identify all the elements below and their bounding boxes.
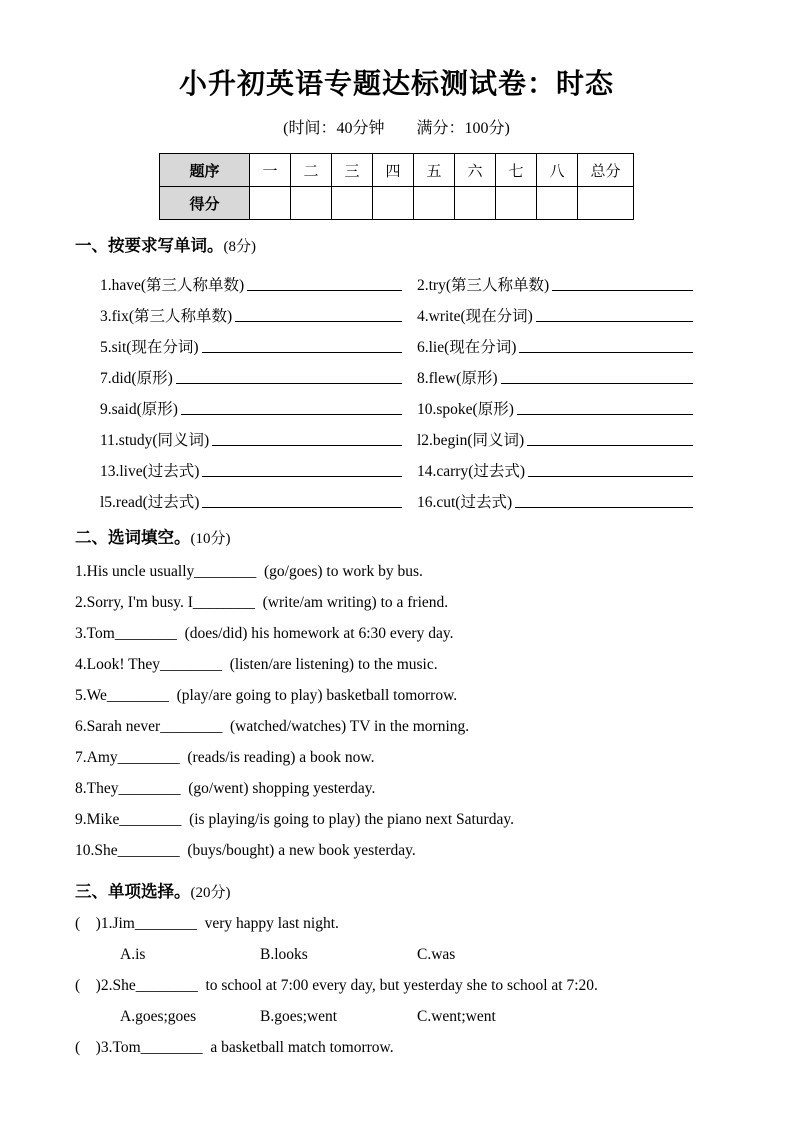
answer-blank bbox=[515, 507, 693, 508]
score-table-header-row bbox=[160, 154, 634, 187]
score-cell bbox=[578, 187, 634, 220]
exam-meta: (时间：40分钟 满分：100分) bbox=[283, 120, 510, 137]
section2-heading-text: 二、选词填空。 bbox=[75, 528, 191, 547]
score-cell bbox=[414, 187, 455, 220]
word-item-label: 8.flew(原形) bbox=[417, 370, 498, 387]
score-cell bbox=[332, 187, 373, 220]
word-item-label: 9.said(原形) bbox=[100, 401, 178, 418]
score-cell bbox=[291, 187, 332, 220]
word-item-label: 7.did(原形) bbox=[100, 370, 173, 387]
answer-blank bbox=[176, 383, 402, 384]
word-item-label: 11.study(同义词) bbox=[100, 432, 210, 449]
answer-blank bbox=[519, 352, 693, 353]
answer-blank bbox=[212, 445, 402, 446]
score-cell bbox=[496, 187, 537, 220]
word-item bbox=[417, 428, 693, 450]
word-list-row bbox=[100, 481, 693, 512]
answer-blank bbox=[235, 321, 402, 322]
mc-options-row bbox=[120, 939, 718, 970]
word-list-row bbox=[100, 419, 693, 450]
word-item-label: l5.read(过去式) bbox=[100, 494, 200, 511]
section2-heading bbox=[75, 524, 793, 548]
word-item bbox=[100, 428, 402, 450]
fill-item: 6.Sarah never________ (watched/watches) TV in the morning. bbox=[75, 718, 470, 735]
section1-heading bbox=[75, 232, 793, 256]
word-list-row bbox=[100, 450, 693, 481]
word-item-label: 5.sit(现在分词) bbox=[100, 339, 199, 356]
fill-item: 1.His uncle usually________ (go/goes) to work by bus. bbox=[75, 563, 423, 580]
score-cell bbox=[455, 187, 496, 220]
word-item bbox=[100, 335, 402, 357]
answer-blank bbox=[247, 290, 402, 291]
mc-option-b: B.goes;went bbox=[260, 1008, 338, 1025]
word-list bbox=[100, 264, 693, 512]
score-table-col-1: 一 bbox=[250, 154, 291, 187]
section1-points: (8分) bbox=[223, 239, 256, 255]
word-item bbox=[100, 304, 402, 326]
word-item-label: 13.live(过去式) bbox=[100, 463, 200, 480]
word-item-label: 1.have(第三人称单数) bbox=[100, 277, 245, 294]
fill-item: 2.Sorry, I'm busy. I________ (write/am writing) to a friend. bbox=[75, 594, 449, 611]
answer-blank bbox=[202, 476, 402, 477]
answer-blank bbox=[536, 321, 693, 322]
score-table-col-7: 七 bbox=[496, 154, 537, 187]
answer-blank bbox=[528, 476, 693, 477]
section1-heading-text: 一、按要求写单词。 bbox=[75, 236, 224, 255]
answer-blank bbox=[181, 414, 402, 415]
section3-heading bbox=[75, 878, 793, 902]
word-list-row bbox=[100, 264, 693, 295]
section3-points: (20分) bbox=[190, 885, 231, 901]
score-table-col-2: 二 bbox=[291, 154, 332, 187]
word-item bbox=[417, 490, 693, 512]
fill-item: 5.We________ (play/are going to play) basketball tomorrow. bbox=[75, 687, 458, 704]
word-item bbox=[417, 397, 693, 419]
answer-blank bbox=[527, 445, 693, 446]
word-list-row bbox=[100, 357, 693, 388]
fill-item: 4.Look! They________ (listen/are listening) to the music. bbox=[75, 656, 438, 673]
section2-points: (10分) bbox=[190, 531, 231, 547]
score-table-col-4: 四 bbox=[373, 154, 414, 187]
multiple-choice-list bbox=[75, 908, 718, 1063]
score-table-label-tixu: 题序 bbox=[160, 154, 250, 187]
fill-item: 7.Amy________ (reads/is reading) a book now. bbox=[75, 749, 375, 766]
answer-blank bbox=[202, 352, 402, 353]
fill-in-list bbox=[75, 556, 718, 866]
word-list-row bbox=[100, 388, 693, 419]
score-table-col-total: 总分 bbox=[578, 154, 634, 187]
score-table-col-8: 八 bbox=[537, 154, 578, 187]
mc-option-a: A.goes;goes bbox=[120, 1008, 197, 1025]
word-item-label: 14.carry(过去式) bbox=[417, 463, 526, 480]
answer-blank bbox=[517, 414, 693, 415]
mc-option-b: B.looks bbox=[260, 946, 308, 963]
score-table-score-row bbox=[160, 187, 634, 220]
word-item-label: l2.begin(同义词) bbox=[417, 432, 525, 449]
word-item-label: 2.try(第三人称单数) bbox=[417, 277, 550, 294]
word-item bbox=[417, 366, 693, 388]
mc-options-row bbox=[120, 1001, 718, 1032]
page-title: 小升初英语专题达标测试卷：时态 bbox=[178, 69, 614, 100]
mc-question: ( )3.Tom________ a basketball match tomorrow. bbox=[75, 1039, 394, 1056]
score-cell bbox=[537, 187, 578, 220]
mc-option-a: A.is bbox=[120, 946, 146, 963]
score-table-label-defen: 得分 bbox=[160, 187, 250, 220]
fill-item: 10.She________ (buys/bought) a new book yesterday. bbox=[75, 842, 416, 859]
mc-question: ( )2.She________ to school at 7:00 every day, but yesterday she to school at 7:20. bbox=[75, 977, 598, 994]
section3-heading-text: 三、单项选择。 bbox=[75, 882, 191, 901]
answer-blank bbox=[202, 507, 402, 508]
word-item bbox=[100, 490, 402, 512]
fill-item: 9.Mike________ (is playing/is going to play) the piano next Saturday. bbox=[75, 811, 514, 828]
score-table bbox=[159, 153, 634, 220]
word-item bbox=[100, 273, 402, 295]
score-table-col-3: 三 bbox=[332, 154, 373, 187]
mc-option-c: C.was bbox=[417, 946, 456, 963]
word-item-label: 16.cut(过去式) bbox=[417, 494, 513, 511]
word-item-label: 6.lie(现在分词) bbox=[417, 339, 517, 356]
answer-blank bbox=[552, 290, 693, 291]
score-cell bbox=[250, 187, 291, 220]
score-cell bbox=[373, 187, 414, 220]
fill-item: 3.Tom________ (does/did) his homework at 6:30 every day. bbox=[75, 625, 454, 642]
word-item bbox=[100, 459, 402, 481]
mc-question: ( )1.Jim________ very happy last night. bbox=[75, 915, 339, 932]
answer-blank bbox=[501, 383, 694, 384]
mc-option-c: C.went;went bbox=[417, 1008, 496, 1025]
word-list-row bbox=[100, 326, 693, 357]
word-item bbox=[417, 335, 693, 357]
word-item bbox=[417, 459, 693, 481]
score-table-col-6: 六 bbox=[455, 154, 496, 187]
word-item bbox=[100, 397, 402, 419]
word-item-label: 3.fix(第三人称单数) bbox=[100, 308, 233, 325]
word-item-label: 10.spoke(原形) bbox=[417, 401, 514, 418]
word-item-label: 4.write(现在分词) bbox=[417, 308, 533, 325]
word-item bbox=[417, 304, 693, 326]
word-list-row bbox=[100, 295, 693, 326]
word-item bbox=[417, 273, 693, 295]
word-item bbox=[100, 366, 402, 388]
fill-item: 8.They________ (go/went) shopping yesterday. bbox=[75, 780, 376, 797]
score-table-col-5: 五 bbox=[414, 154, 455, 187]
